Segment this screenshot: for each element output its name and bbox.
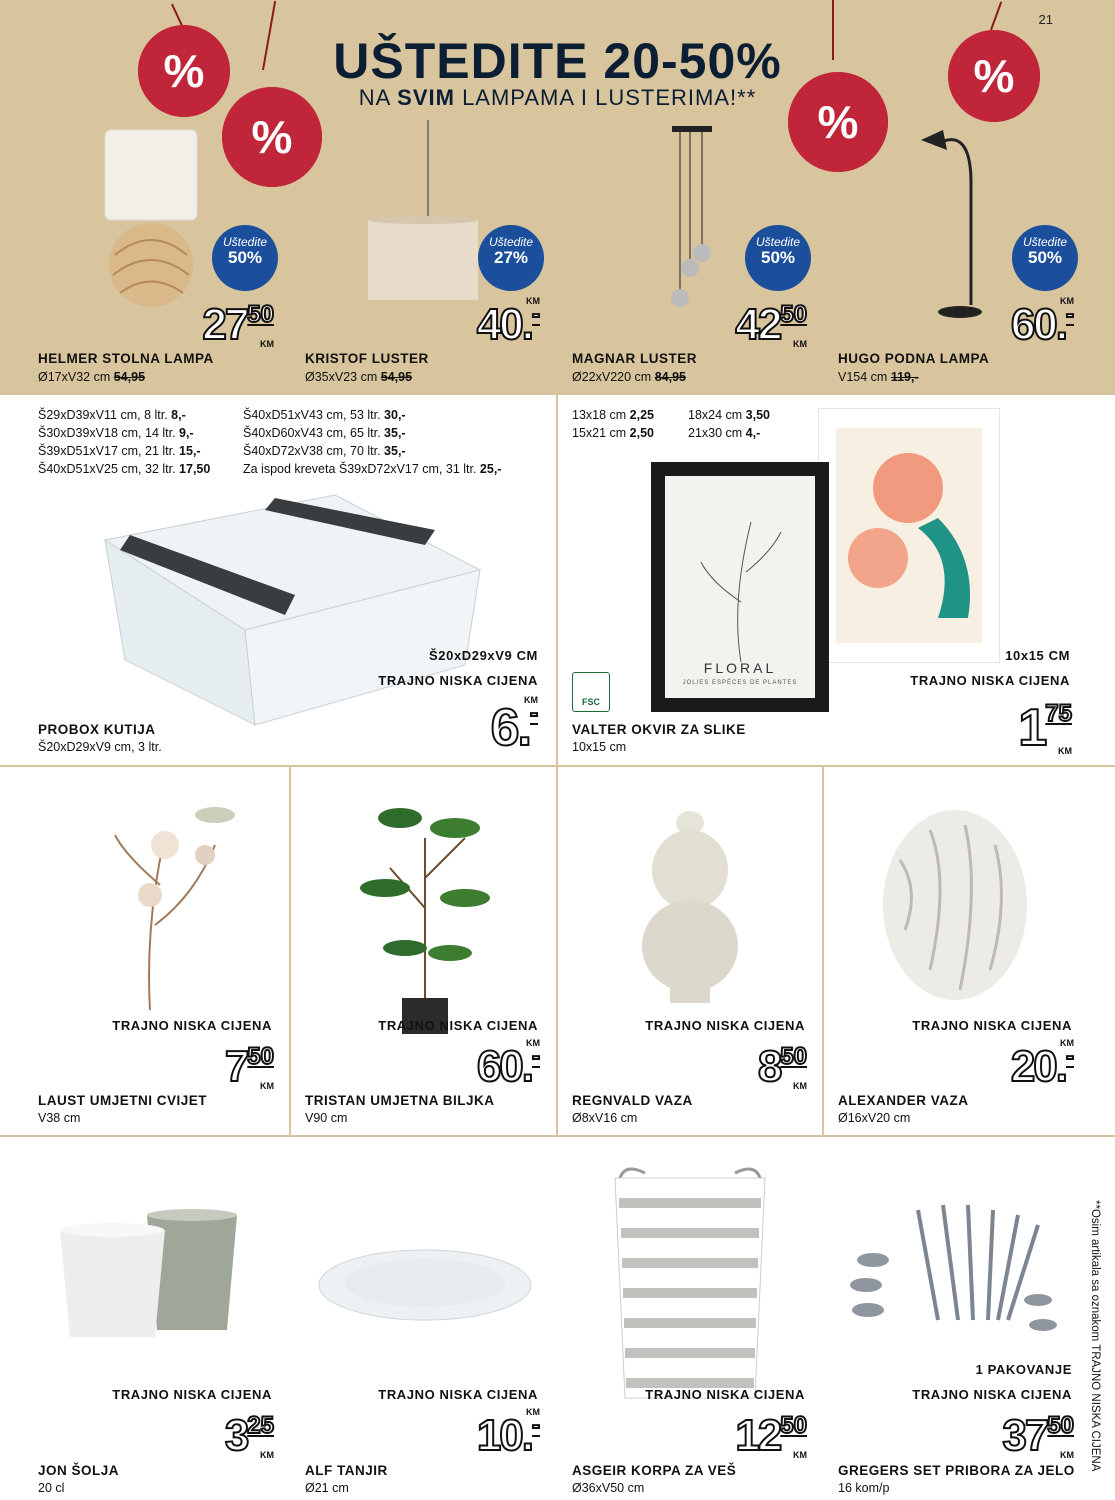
price-tag: $8^{50}$ KM <box>757 1042 807 1091</box>
product-details: Ø36xV50 cm <box>572 1481 645 1495</box>
product-name: HELMER STOLNA LAMPA <box>38 351 214 366</box>
probox-spec-list: Š29xD39xV11 cm, 8 ltr. 8,- Š30xD39xV18 cm, 14 ltr. 9,- Š39xD51xV17 cm, 21 ltr. 15,- Š40xD51xV25 cm, 32 ltr. 17,50 <box>38 408 211 476</box>
low-price-tag: TRAJNO NISKA CIJENA <box>378 1387 538 1402</box>
low-price-tag: TRAJNO NISKA CIJENA <box>112 1018 272 1033</box>
vase-image <box>635 808 745 1008</box>
promo-headline: UŠTEDITE 20-50% <box>333 33 782 89</box>
product-details: Ø16xV20 cm <box>838 1111 911 1125</box>
low-price-tag: TRAJNO NISKA CIJENA <box>378 673 538 688</box>
percent-tag-badge: % <box>948 30 1040 122</box>
save-percent-badge: Uštedite 50% <box>212 225 278 291</box>
floor-lamp-image <box>915 120 985 320</box>
low-price-tag: TRAJNO NISKA CIJENA <box>910 673 1070 688</box>
save-percent-badge: Uštedite 50% <box>745 225 811 291</box>
product-details: V90 cm <box>305 1111 348 1125</box>
product-name: REGNVALD VAZA <box>572 1093 693 1108</box>
package-label: 1 PAKOVANJE <box>975 1362 1072 1377</box>
cutlery-set-image <box>848 1190 1063 1350</box>
product-details: 16 kom/p <box>838 1481 890 1495</box>
product-details: Ø8xV16 cm <box>572 1111 638 1125</box>
frame-art-subtitle: JOLIES ESPÈCES DE PLANTES <box>682 680 798 686</box>
footnote: **Osim artikala sa oznakom TRAJNO NISKA CIJENA <box>1089 1200 1101 1472</box>
chandelier-image <box>660 120 750 320</box>
divider <box>556 767 558 1135</box>
save-percent-badge: Uštedite 50% <box>1012 225 1078 291</box>
size-label: Š20xD29xV9 CM <box>429 648 538 663</box>
low-price-tag: TRAJNO NISKA CIJENA <box>645 1018 805 1033</box>
low-price-tag: TRAJNO NISKA CIJENA <box>112 1387 272 1402</box>
product-name: MAGNAR LUSTER <box>572 351 697 366</box>
percent-tag-badge: % <box>788 72 888 172</box>
price-tag: 60.- KM <box>1010 296 1074 349</box>
price-tag: $42^{50}$ KM <box>735 300 807 349</box>
price-tag: $37^{50}$ KM <box>1002 1411 1074 1460</box>
price-tag: $12^{50}$ KM <box>735 1411 807 1460</box>
product-details: Ø17xV32 cm 54,95 <box>38 370 146 384</box>
product-details: V38 cm <box>38 1111 81 1125</box>
product-name: LAUST UMJETNI CVIJET <box>38 1093 208 1108</box>
product-details: Ø21 cm <box>305 1481 349 1495</box>
probox-spec-list: Š40xD51xV43 cm, 53 ltr. 30,- Š40xD60xV43 cm, 65 ltr. 35,- Š40xD72xV38 cm, 70 ltr. 35,- Za ispod kreveta Š39xD72xV17 cm, 31 ltr. 25,- <box>243 408 502 476</box>
product-details: V154 cm 119,- <box>838 370 919 384</box>
product-name: VALTER OKVIR ZA SLIKE <box>572 722 746 737</box>
price-tag: 10.- KM <box>476 1407 540 1460</box>
divider <box>556 395 558 765</box>
product-name: ASGEIR KORPA ZA VEŠ <box>572 1463 737 1478</box>
low-price-tag: TRAJNO NISKA CIJENA <box>912 1018 1072 1033</box>
product-details: 20 cl <box>38 1481 65 1495</box>
price-tag: $7^{50}$ KM <box>224 1042 274 1091</box>
product-name: PROBOX KUTIJA <box>38 722 156 737</box>
plate-image <box>315 1245 535 1325</box>
product-name: TRISTAN UMJETNA BILJKA <box>305 1093 495 1108</box>
product-details: Ø22xV220 cm 84,95 <box>572 370 686 384</box>
divider <box>289 767 291 1135</box>
price-tag: 20.- KM <box>1010 1038 1074 1091</box>
laundry-basket-image <box>605 1158 775 1408</box>
price-tag: 6.- KM <box>490 695 538 757</box>
frame-spec-list: 18x24 cm 3,50 21x30 cm 4,- <box>688 408 771 440</box>
product-details: 10x15 cm <box>572 740 627 754</box>
low-price-tag: TRAJNO NISKA CIJENA <box>912 1387 1072 1402</box>
product-name: ALF TANJIR <box>305 1463 388 1478</box>
low-price-tag: TRAJNO NISKA CIJENA <box>645 1387 805 1402</box>
price-tag: $1^{75}$ KM <box>1018 699 1072 757</box>
product-name: HUGO PODNA LAMPA <box>838 351 990 366</box>
divider <box>0 1135 1115 1137</box>
save-percent-badge: Uštedite 27% <box>478 225 544 291</box>
percent-tag-badge: % <box>138 25 230 117</box>
product-details: Š20xD29xV9 cm, 3 ltr. <box>38 740 162 754</box>
price-tag: 60.- KM <box>476 1038 540 1091</box>
frame-art-title: FLORAL <box>703 660 777 676</box>
product-name: KRISTOF LUSTER <box>305 351 429 366</box>
pendant-lamp-image <box>360 120 480 310</box>
sculpted-vase-image <box>880 800 1030 1010</box>
picture-frame-white-image <box>818 408 1000 663</box>
frame-spec-list: 13x18 cm 2,25 15x21 cm 2,50 <box>572 408 655 440</box>
artificial-flower-image <box>95 775 255 1015</box>
product-name: JON ŠOLJA <box>38 1463 120 1478</box>
percent-tag-badge: % <box>222 87 322 187</box>
fsc-logo: FSC <box>572 672 610 712</box>
storage-box-image <box>95 490 490 730</box>
mugs-image <box>55 1205 245 1340</box>
price-tag: $3^{25}$ KM <box>224 1411 274 1460</box>
product-name: GREGERS SET PRIBORA ZA JELO <box>838 1463 1075 1478</box>
price-tag: 40.- KM <box>476 296 540 349</box>
product-name: ALEXANDER VAZA <box>838 1093 969 1108</box>
table-lamp-image <box>95 125 215 310</box>
artificial-plant-image <box>360 778 490 1036</box>
page-number: 21 <box>1038 12 1053 27</box>
promo-subheadline: NA SVIM LAMPAMA I LUSTERIMA!** <box>358 85 757 110</box>
product-details: Ø35xV23 cm 54,95 <box>305 370 413 384</box>
size-label: 10x15 CM <box>1005 648 1070 663</box>
price-tag: $27^{50}$ KM <box>202 300 274 349</box>
low-price-tag: TRAJNO NISKA CIJENA <box>378 1018 538 1033</box>
divider <box>822 767 824 1135</box>
